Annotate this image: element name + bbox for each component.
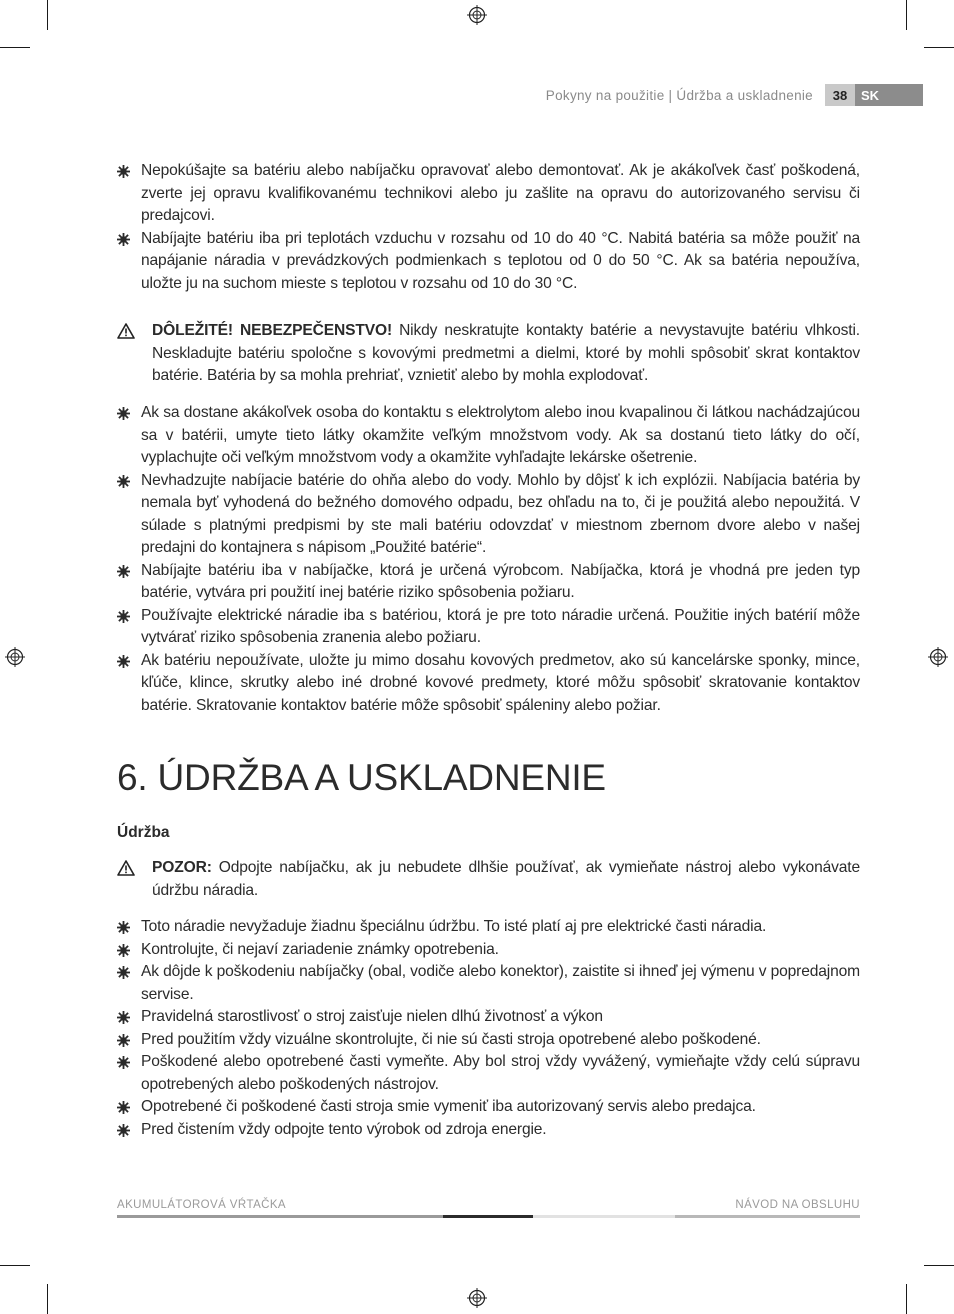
list-item-text: Pravidelná starostlivosť o stroj zaisťuje nielen dlhú životnosť a výkon: [141, 1008, 603, 1025]
list-item: [117, 160, 860, 228]
registration-mark-icon: [5, 647, 25, 667]
bullet-icon: [117, 655, 130, 668]
warning-text: Odpojte nabíjačku, ak ju nebudete dlhšie používať, ak vymieňate nástroj alebo vykonávate údržbu náradia.: [152, 859, 860, 899]
page-header: [500, 84, 923, 106]
list-item: [117, 1029, 860, 1052]
list-item-text: Pred použitím vždy vizuálne skontrolujte, či nie sú časti stroja opotrebené alebo poškodené.: [141, 1030, 761, 1048]
list-item-text: Toto náradie nevyžaduje žiadnu špeciálnu údržbu. To isté platí aj pre elektrické časti náradia.: [141, 918, 767, 935]
bullet-icon: [117, 1056, 130, 1069]
bullet-icon: [117, 165, 130, 178]
crop-mark: [906, 0, 907, 30]
list-item: [117, 470, 860, 560]
warning-label: DÔLEŽITÉ! NEBEZPEČENSTVO!: [152, 322, 392, 339]
crop-mark: [924, 1265, 954, 1266]
list-item-text: Ak sa dostane akákoľvek osoba do kontaktu s elektrolytom alebo inou kvapalinou či látkou nachádzajúcou sa v batérii, umyte tieto látky okamžite veľkým množstvom vody. Ak sa dostanú tieto látky do očí, vyplachujte oči veľkým množstvom vody a okamžite vyhľadajte lekárske ošetrenie.: [141, 404, 860, 466]
registration-mark-icon: [928, 647, 948, 667]
list-item: [117, 916, 860, 939]
bullet-icon: [117, 921, 130, 934]
maintenance-list: [117, 916, 860, 1141]
crop-mark: [0, 1265, 30, 1266]
page-badge: [825, 84, 923, 106]
bullet-icon: [117, 407, 130, 420]
warning-triangle-icon: [117, 323, 135, 339]
warning-block-danger: [117, 320, 860, 388]
list-item-text: Nevhadzujte nabíjacie batérie do ohňa alebo do vody. Mohlo by dôjsť k ich explózii. Nabíjacia batéria by nemala byť vyhodená do bežného domového odpadu, bez ohľadu na to, či je použitá alebo nepoužitá. V súlade s platnými predpismi by ste mali batériu odovzdať v miestnom zbernom dvore alebo v našej predajni do kontajnera s nápisom „Použité batérie“.: [141, 471, 860, 556]
language-code: SK: [855, 84, 923, 106]
subheading: Údržba: [117, 824, 170, 841]
warning-text: Nikdy neskratujte kontakty batérie a nevystavujte batériu vlhkosti. Neskladujte batériu spoločne s kovovými predmetmi a dielmi, ktoré by mohli spôsobiť skrat kontaktov batérie. Batéria by sa mohla prehriať, vznietiť alebo by mohla explodovať.: [152, 322, 860, 384]
crop-mark: [47, 1284, 48, 1314]
list-item-text: Ak dôjde k poškodeniu nabíjačky (obal, vodiče alebo konektor), zaistite si ihneď jej výmenu v popredajnom servise.: [141, 963, 860, 1003]
crop-mark: [0, 47, 30, 48]
list-item: [117, 402, 860, 470]
bullet-icon: [117, 1101, 130, 1114]
list-item: [117, 228, 860, 296]
footer-rule: [675, 1215, 860, 1218]
footer-rule: [117, 1215, 443, 1218]
footer-rule: [533, 1215, 675, 1218]
crop-mark: [47, 0, 48, 30]
list-item-text: Nabíjajte batériu iba v nabíjačke, ktorá je určená výrobcom. Nabíjačka, ktorá je vhodná pre jeden typ batérie, vytvára pri použití inej batérie riziko spôsobenia požiaru.: [141, 561, 860, 601]
footer-product-name: AKUMULÁTOROVÁ VŔTAČKA: [117, 1199, 287, 1211]
list-item-text: Pred čistením vždy odpojte tento výrobok od zdroja energie.: [141, 1120, 547, 1138]
list-item: [117, 605, 860, 650]
bullet-icon: [117, 944, 130, 957]
crop-mark: [924, 47, 954, 48]
list-item-text: Ak batériu nepoužívate, uložte ju mimo dosahu kovových predmetov, ako sú kancelárske sponky, mince, kľúče, klince, skrutky alebo iné drobné kovové predmety, ktoré môžu spôsobiť skratovanie kontaktov batérie. Skratovanie kontaktov batérie môže spôsobiť spáleniny alebo požiar.: [141, 651, 860, 714]
list-item-text: Poškodené alebo opotrebené časti vymeňte. Aby bol stroj vždy vyvážený, vymieňajte vždy celú súpravu opotrebených alebo poškodených nástrojov.: [141, 1053, 860, 1093]
warning-triangle-icon: [117, 860, 135, 876]
section-title: 6. ÚDRŽBA A USKLADNENIE: [117, 757, 606, 798]
registration-mark-icon: [467, 1288, 487, 1308]
warning-block-caution: [117, 857, 860, 902]
footer-doc-type: NÁVOD NA OBSLUHU: [735, 1199, 860, 1211]
bullet-icon: [117, 1124, 130, 1137]
list-item-text: Nepokúšajte sa batériu alebo nabíjačku opravovať alebo demontovať. Ak je akákoľvek časť poškodená, zverte jej opravu kvalifikovanému technikovi alebo ju zašlite na opravu do autorizovaného servisu či predajcovi.: [141, 162, 860, 224]
list-item: [117, 1119, 860, 1142]
bullet-icon: [117, 966, 130, 979]
bullet-icon: [117, 233, 130, 246]
list-item: [117, 1096, 860, 1119]
footer-rule: [443, 1215, 533, 1218]
list-item: [117, 1051, 860, 1096]
page-number: 38: [825, 84, 855, 106]
bullet-icon: [117, 1011, 130, 1024]
list-item: [117, 560, 860, 605]
running-title: Pokyny na použitie | Údržba a uskladnenie: [545, 87, 813, 103]
registration-mark-icon: [467, 5, 487, 25]
list-item-text: Opotrebené či poškodené časti stroja smie vymeniť iba autorizovaný servis alebo predajca.: [141, 1098, 756, 1115]
battery-list-1: [117, 160, 860, 295]
warning-label: POZOR:: [152, 859, 212, 876]
list-item: [117, 1006, 860, 1029]
list-item: [117, 650, 860, 718]
bullet-icon: [117, 610, 130, 623]
bullet-icon: [117, 475, 130, 488]
list-item: [117, 939, 860, 962]
list-item-text: Nabíjajte batériu iba pri teplotách vzduchu v rozsahu od 10 do 40 °C. Nabitá batéria sa môže použiť na napájanie náradia v prevádzkových podmienkach s teplotou od 0 do 50 °C. Ak sa batéria nepoužíva, uložte ju na suchom mieste s teplotou v rozsahu od 10 do 30 °C.: [141, 229, 860, 292]
list-item-text: Používajte elektrické náradie iba s batériou, ktorá je pre toto náradie určená. Použitie iných batérií môže vytvárať riziko spôsobenia zranenia alebo požiaru.: [141, 606, 860, 646]
bullet-icon: [117, 565, 130, 578]
list-item-text: Kontrolujte, či nejaví zariadenie známky opotrebenia.: [141, 940, 499, 958]
bullet-icon: [117, 1034, 130, 1047]
battery-list-2: [117, 402, 860, 717]
list-item: [117, 961, 860, 1006]
crop-mark: [906, 1284, 907, 1314]
